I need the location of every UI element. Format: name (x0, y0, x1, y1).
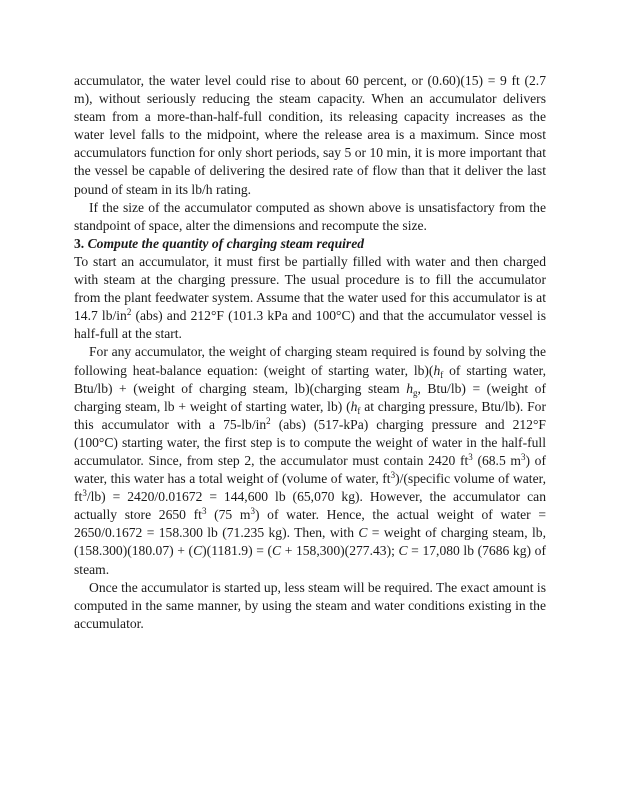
superscript: 3 (521, 451, 526, 462)
superscript: 3 (390, 470, 396, 481)
paragraph-text: accumulator, the water level could rise to about 60 percent, or (0.60)(15) = 9 ft (2.7 m), without seriously reducing the steam capacity. When an accumulator delivers steam from a more-than-half-full condition, its releasing capacity increases as the water level falls to the midpoint, where the release area is a maximum. Since most accumulators function for only short periods, say 5 or 10 min, it is more important that the vessel be capable of delivering the desired rate of flow than that it deliver the last pound of steam in its lb/h rating. (74, 73, 546, 197)
superscript: 3 (250, 506, 255, 517)
symbol-h: h (406, 380, 413, 396)
text-run: )(1181.9) = ( (202, 543, 273, 559)
superscript: 2 (126, 307, 132, 318)
paragraph-text: If the size of the accumulator computed as shown above is unsatisfactory from the standpoint of space, alter the dimensions and recompute the size. (74, 199, 546, 233)
text-run: (abs) (517-kPa) charging pressure and 212°F (100°C) starting water, the first step is to compute the weight of water in the half-full accumulator. Since, from step 2, the accumulator must contain 2420 ft (74, 416, 546, 468)
section-number: 3. (74, 235, 85, 251)
document-page (74, 72, 546, 633)
superscript: 3 (82, 488, 87, 499)
text-run: of starting water, Btu/lb) + (weight of charging steam, lb)(charging steam (74, 362, 546, 396)
paragraph-accumulator-water-level (74, 72, 546, 199)
text-run: (75 m (206, 507, 251, 523)
symbol-h: h (433, 362, 441, 378)
text-run: (abs) and 212°F (101.3 kPa and 100°C) and that the accumulator vessel is half-full at the start. (74, 308, 546, 342)
superscript: 3 (201, 506, 207, 517)
text-run: at charging pressure, Btu/lb). For this accumulator with a 75-lb/in (74, 398, 547, 432)
text-run: To start an accumulator, it must first be partially filled with water and then charged with steam at the charging pressure. The usual procedure is to fill the accumulator from the plant feedwater system. Assume that the water used for this accumulator is at 14.7 lb/in (74, 253, 546, 324)
symbol-c: C (193, 543, 203, 559)
text-run: ) of water, this water has a total weight of (volume of water, ft (74, 452, 547, 487)
symbol-c: C (272, 543, 282, 559)
subscript: g (413, 387, 418, 398)
paragraph-start-accumulator (74, 253, 546, 343)
paragraph-heat-balance (74, 343, 546, 578)
text-run: ) of water. Hence, the actual weight of water = 2650/0.1672 = 158.300 lb (71.235 kg). Then, with (74, 507, 546, 541)
section-heading-step-3 (74, 235, 546, 253)
symbol-c: C (398, 543, 408, 559)
text-run: /lb) = 2420/0.01672 = 144,600 lb (65,070 kg). However, the accumulator can actually store 2650 ft (74, 489, 546, 523)
subscript: f (440, 369, 444, 380)
text-run: + 158,300)(277.43); (281, 543, 399, 559)
symbol-h: h (350, 398, 358, 414)
text-run: (68.5 m (472, 452, 521, 468)
paragraph-text: Once the accumulator is started up, less steam will be required. The exact amount is computed in the same manner, by using the steam and water conditions existing in the accumulator. (74, 579, 546, 631)
text-run: = weight of charging steam, lb, (158.300)(180.07) + ( (74, 525, 546, 559)
paragraph-size-unsatisfactory (74, 199, 546, 235)
text-run: For any accumulator, the weight of charging steam required is found by solving the following heat-balance equation: (weight of starting water, lb)( (74, 344, 546, 378)
superscript: 2 (266, 415, 271, 426)
paragraph-steam-required-after-startup (74, 579, 546, 633)
text-run: , Btu/lb) = (weight of charging steam, lb + weight of starting water, lb) ( (74, 380, 546, 414)
text-run: = 17,080 lb (7686 kg) of steam. (74, 543, 546, 577)
section-title: Compute the quantity of charging steam required (87, 235, 365, 251)
subscript: f (357, 405, 361, 416)
superscript: 3 (468, 451, 473, 462)
text-run: )/(specific volume of water, ft (74, 471, 546, 505)
symbol-c: C (358, 525, 368, 541)
